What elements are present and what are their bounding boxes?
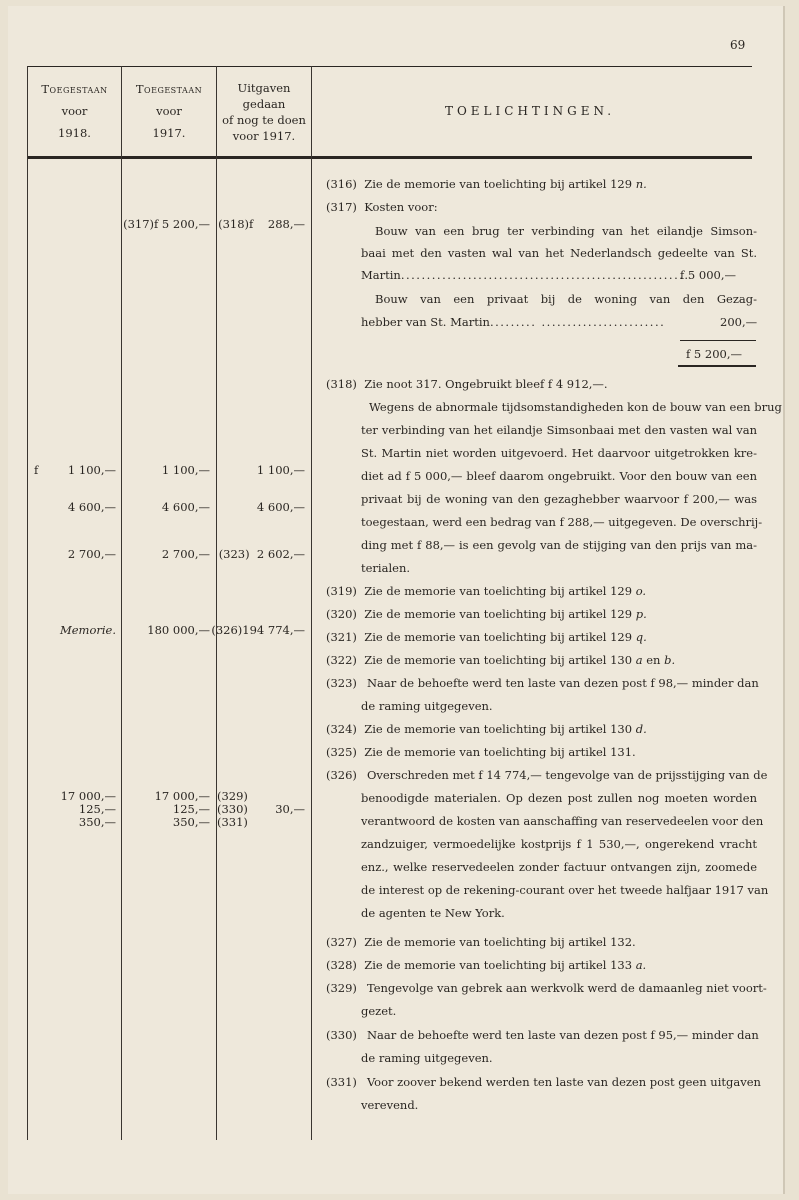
note-328: (328) Zie de memorie van toelichting bij artikel 133 a. [326,958,647,972]
note-text-line: privaat bij de woning van den gezaghebber waarvoor f 200,— was [361,492,757,506]
note-326: (326) Overschreden met f 14 774,— tengevolge van de prijsstijging van de [326,768,768,782]
note-amount: f 5 000,— [680,268,736,282]
header-toegestaan-1917: Toegestaan voor 1917. [135,82,203,140]
note-318: (318) Zie noot 317. Ongebruikt bleef f 4 912,—. [326,377,608,391]
amount-cell: 125,— [172,802,210,816]
amount-cell: 4 600,— [67,500,116,514]
amount-cell: (329) [217,789,248,803]
note-text-line: Wegens de abnormale tijdsomstandigheden kon de bouw van een brug [369,400,782,414]
amount-cell: 17 000,— [154,789,210,803]
note-322: (322) Zie de memorie van toelichting bij artikel 130 a en b. [326,653,676,667]
column-divider [311,66,312,1140]
note-316: (316) Zie de memorie van toelichting bij artikel 129 n. [326,177,647,191]
amount-cell: 30,— [275,802,305,816]
note-319: (319) Zie de memorie van toelichting bij artikel 129 o. [326,584,647,598]
note-331: (331) Voor zoover bekend werden ten laste van dezen post geen uitgaven [326,1075,761,1089]
note-text-line: ding met f 88,— is een gevolg van de stijging van den prijs van ma- [361,538,757,552]
note-text-line: gezet. [361,1004,397,1018]
sum-rule [680,340,756,341]
amount-cell: 4 600,— [161,500,210,514]
note-text-line: Bouw van een privaat bij de woning van den Gezag- [375,292,757,306]
note-text-line: hebber van St. Martin......... ........................ [361,315,666,329]
note-amount: 200,— [720,315,758,329]
amount-cell: 350,— [172,815,210,829]
amount-cell: (326)194 774,— [211,623,305,637]
note-text-line: zandzuiger, vermoedelijke kostprijs f 1 530,—, ongerekend vracht [361,837,757,851]
note-text-line: St. Martin niet worden uitgevoerd. Het daarvoor uitgetrokken kre- [361,446,757,460]
note-325: (325) Zie de memorie van toelichting bij artikel 131. [326,745,636,759]
amount-cell: 180 000,— [147,623,210,637]
note-total: f 5 200,— [686,347,742,361]
note-text-line: diet ad f 5 000,— bleef daarom ongebruikt. Voor den bouw van een [361,469,757,483]
note-text-line: benoodigde materialen. Op dezen post zullen nog moeten worden [361,791,757,805]
note-317: (317) Kosten voor: [326,200,438,214]
note-text-line: de interest op de rekening-courant over het tweede halfjaar 1917 van [361,883,769,897]
amount-cell: (318)f 288,— [218,217,305,231]
amount-cell: 17 000,— [60,789,116,803]
note-text-line: Bouw van een brug ter verbinding van het eilandje Simson- [375,224,757,238]
note-text-line: de raming uitgegeven. [361,1051,493,1065]
header-uitgaven: Uitgaven gedaan of nog te doen voor 1917. [222,81,306,143]
column-divider [27,66,28,1140]
note-text-line: toegestaan, werd een bedrag van f 288,— uitgegeven. De overschrij- [361,515,763,529]
note-324: (324) Zie de memorie van toelichting bij artikel 130 d. [326,722,647,736]
amount-cell: (317)f 5 200,— [123,217,210,231]
amount-cell: 1 100,— [67,463,116,477]
amount-cell: 4 600,— [256,500,305,514]
note-text-line: baai met den vasten wal van het Nederlandsch gedeelte van St. [361,246,757,260]
note-text-line: de agenten te New York. [361,906,505,920]
note-text-line: verantwoord de kosten van aanschaffing van reservedeelen voor den [361,814,764,828]
page-number: 69 [730,38,746,52]
header-toegestaan-1918: Toegestaan voor 1918. [41,82,108,140]
total-rule [678,365,756,367]
amount-cell: (331) [217,815,248,829]
header-toelichtingen: TOELICHTINGEN. [444,104,616,118]
note-330: (330) Naar de behoefte werd ten laste van dezen post f 95,— minder dan [326,1028,759,1042]
note-321: (321) Zie de memorie van toelichting bij artikel 129 q. [326,630,647,644]
amount-cell: 1 100,— [161,463,210,477]
amount-cell: (323) 2 602,— [218,547,305,561]
note-320: (320) Zie de memorie van toelichting bij artikel 129 p. [326,607,647,621]
amount-cell: Memorie. [59,623,116,637]
note-323: (323) Naar de behoefte werd ten laste van dezen post f 98,— minder dan [326,676,759,690]
note-text-line: de raming uitgegeven. [361,699,493,713]
header-bottom-rule [28,156,752,159]
amount-cell: (330) [217,802,248,816]
amount-cell: 125,— [78,802,116,816]
amount-cell: 2 700,— [67,547,116,561]
header-top-rule [28,66,752,67]
amount-cell: f [34,463,39,477]
note-text-line: ter verbinding van het eilandje Simsonbaai met den vasten wal van [361,423,757,437]
amount-cell: 2 700,— [161,547,210,561]
note-text-line: terialen. [361,561,411,575]
amount-cell: 1 100,— [256,463,305,477]
note-327: (327) Zie de memorie van toelichting bij artikel 132. [326,935,636,949]
note-text-line: verevend. [361,1098,419,1112]
note-329: (329) Tengevolge van gebrek aan werkvolk werd de damaanleg niet voort- [326,981,767,995]
note-text-line: Martin........................................................ [361,268,690,282]
note-text-line: enz., welke reservedeelen zonder factuur ontvangen zijn, zoomede [361,860,757,874]
amount-cell: 350,— [78,815,116,829]
